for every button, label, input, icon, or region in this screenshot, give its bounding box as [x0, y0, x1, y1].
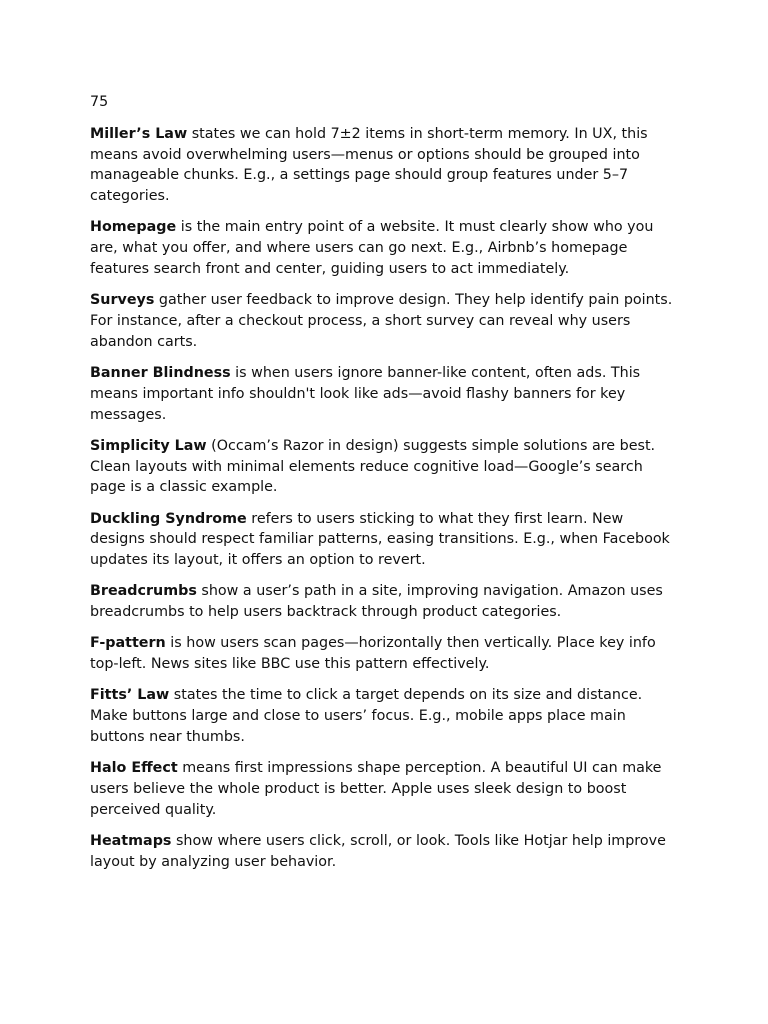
page-number: 75: [90, 94, 109, 110]
entry-text: is the main entry point of a website. It must clearly show who you are, what you offer, and where users can go next. E.g., Airbnb’s homepage features search front and center, guiding users to act immediately.: [90, 219, 654, 277]
entry-fitts-law: [90, 685, 680, 747]
entry-text: means first impressions shape perception. A beautiful UI can make users believe the whole product is better. Apple uses sleek design to boost perceived quality.: [90, 760, 662, 818]
entry-term: Duckling Syndrome: [90, 510, 247, 527]
entry-term: Halo Effect: [90, 760, 178, 777]
entry-term: F-pattern: [90, 635, 166, 652]
entry-text: is how users scan pages—horizontally then vertically. Place key info top-left. News sites like BBC use this pattern effectively.: [90, 635, 656, 673]
entry-term: Surveys: [90, 292, 155, 309]
entry-text: states we can hold 7±2 items in short-term memory. In UX, this means avoid overwhelming users—menus or options should be grouped into manageable chunks. E.g., a settings page should group features under 5–7 categories.: [90, 125, 648, 205]
entry-text: gather user feedback to improve design. They help identify pain points. For instance, after a checkout process, a short survey can reveal why users abandon carts.: [90, 292, 673, 350]
entry-term: Banner Blindness: [90, 364, 231, 381]
entry-term: Miller’s Law: [90, 125, 188, 142]
entry-duckling-syndrome: [90, 509, 680, 571]
entry-banner-blindness: [90, 363, 680, 425]
entry-term: Breadcrumbs: [90, 583, 197, 600]
entry-simplicity-law: [90, 436, 680, 498]
entry-term: Homepage: [90, 219, 177, 236]
entry-text: (Occam’s Razor in design) suggests simple solutions are best. Clean layouts with minimal elements reduce cognitive load—Google’s search page is a classic example.: [90, 437, 656, 496]
entry-surveys: [90, 290, 680, 352]
entry-heatmaps: [90, 831, 680, 873]
entry-text: refers to users sticking to what they first learn. New designs should respect familiar patterns, easing transitions. E.g., when Facebook updates its layout, it offers an option to revert.: [90, 510, 670, 569]
document-page: [90, 92, 680, 883]
entry-breadcrumbs: [90, 581, 680, 623]
entry-text: show a user’s path in a site, improving navigation. Amazon uses breadcrumbs to help users backtrack through product categories.: [90, 583, 663, 621]
entry-halo-effect: [90, 758, 680, 820]
entry-term: Simplicity Law: [90, 437, 207, 454]
entry-text: show where users click, scroll, or look. Tools like Hotjar help improve layout by analyzing user behavior.: [90, 832, 666, 870]
entry-f-pattern: [90, 633, 680, 675]
entry-text: is when users ignore banner-like content, often ads. This means important info shouldn't look like ads—avoid flashy banners for key messages.: [90, 364, 641, 423]
entry-text: states the time to click a target depends on its size and distance. Make buttons large and close to users’ focus. E.g., mobile apps place main buttons near thumbs.: [90, 687, 643, 745]
entry-term: Fitts’ Law: [90, 687, 170, 704]
entry-homepage: [90, 217, 680, 279]
entry-millers-law: [90, 124, 680, 207]
entry-term: Heatmaps: [90, 832, 172, 849]
